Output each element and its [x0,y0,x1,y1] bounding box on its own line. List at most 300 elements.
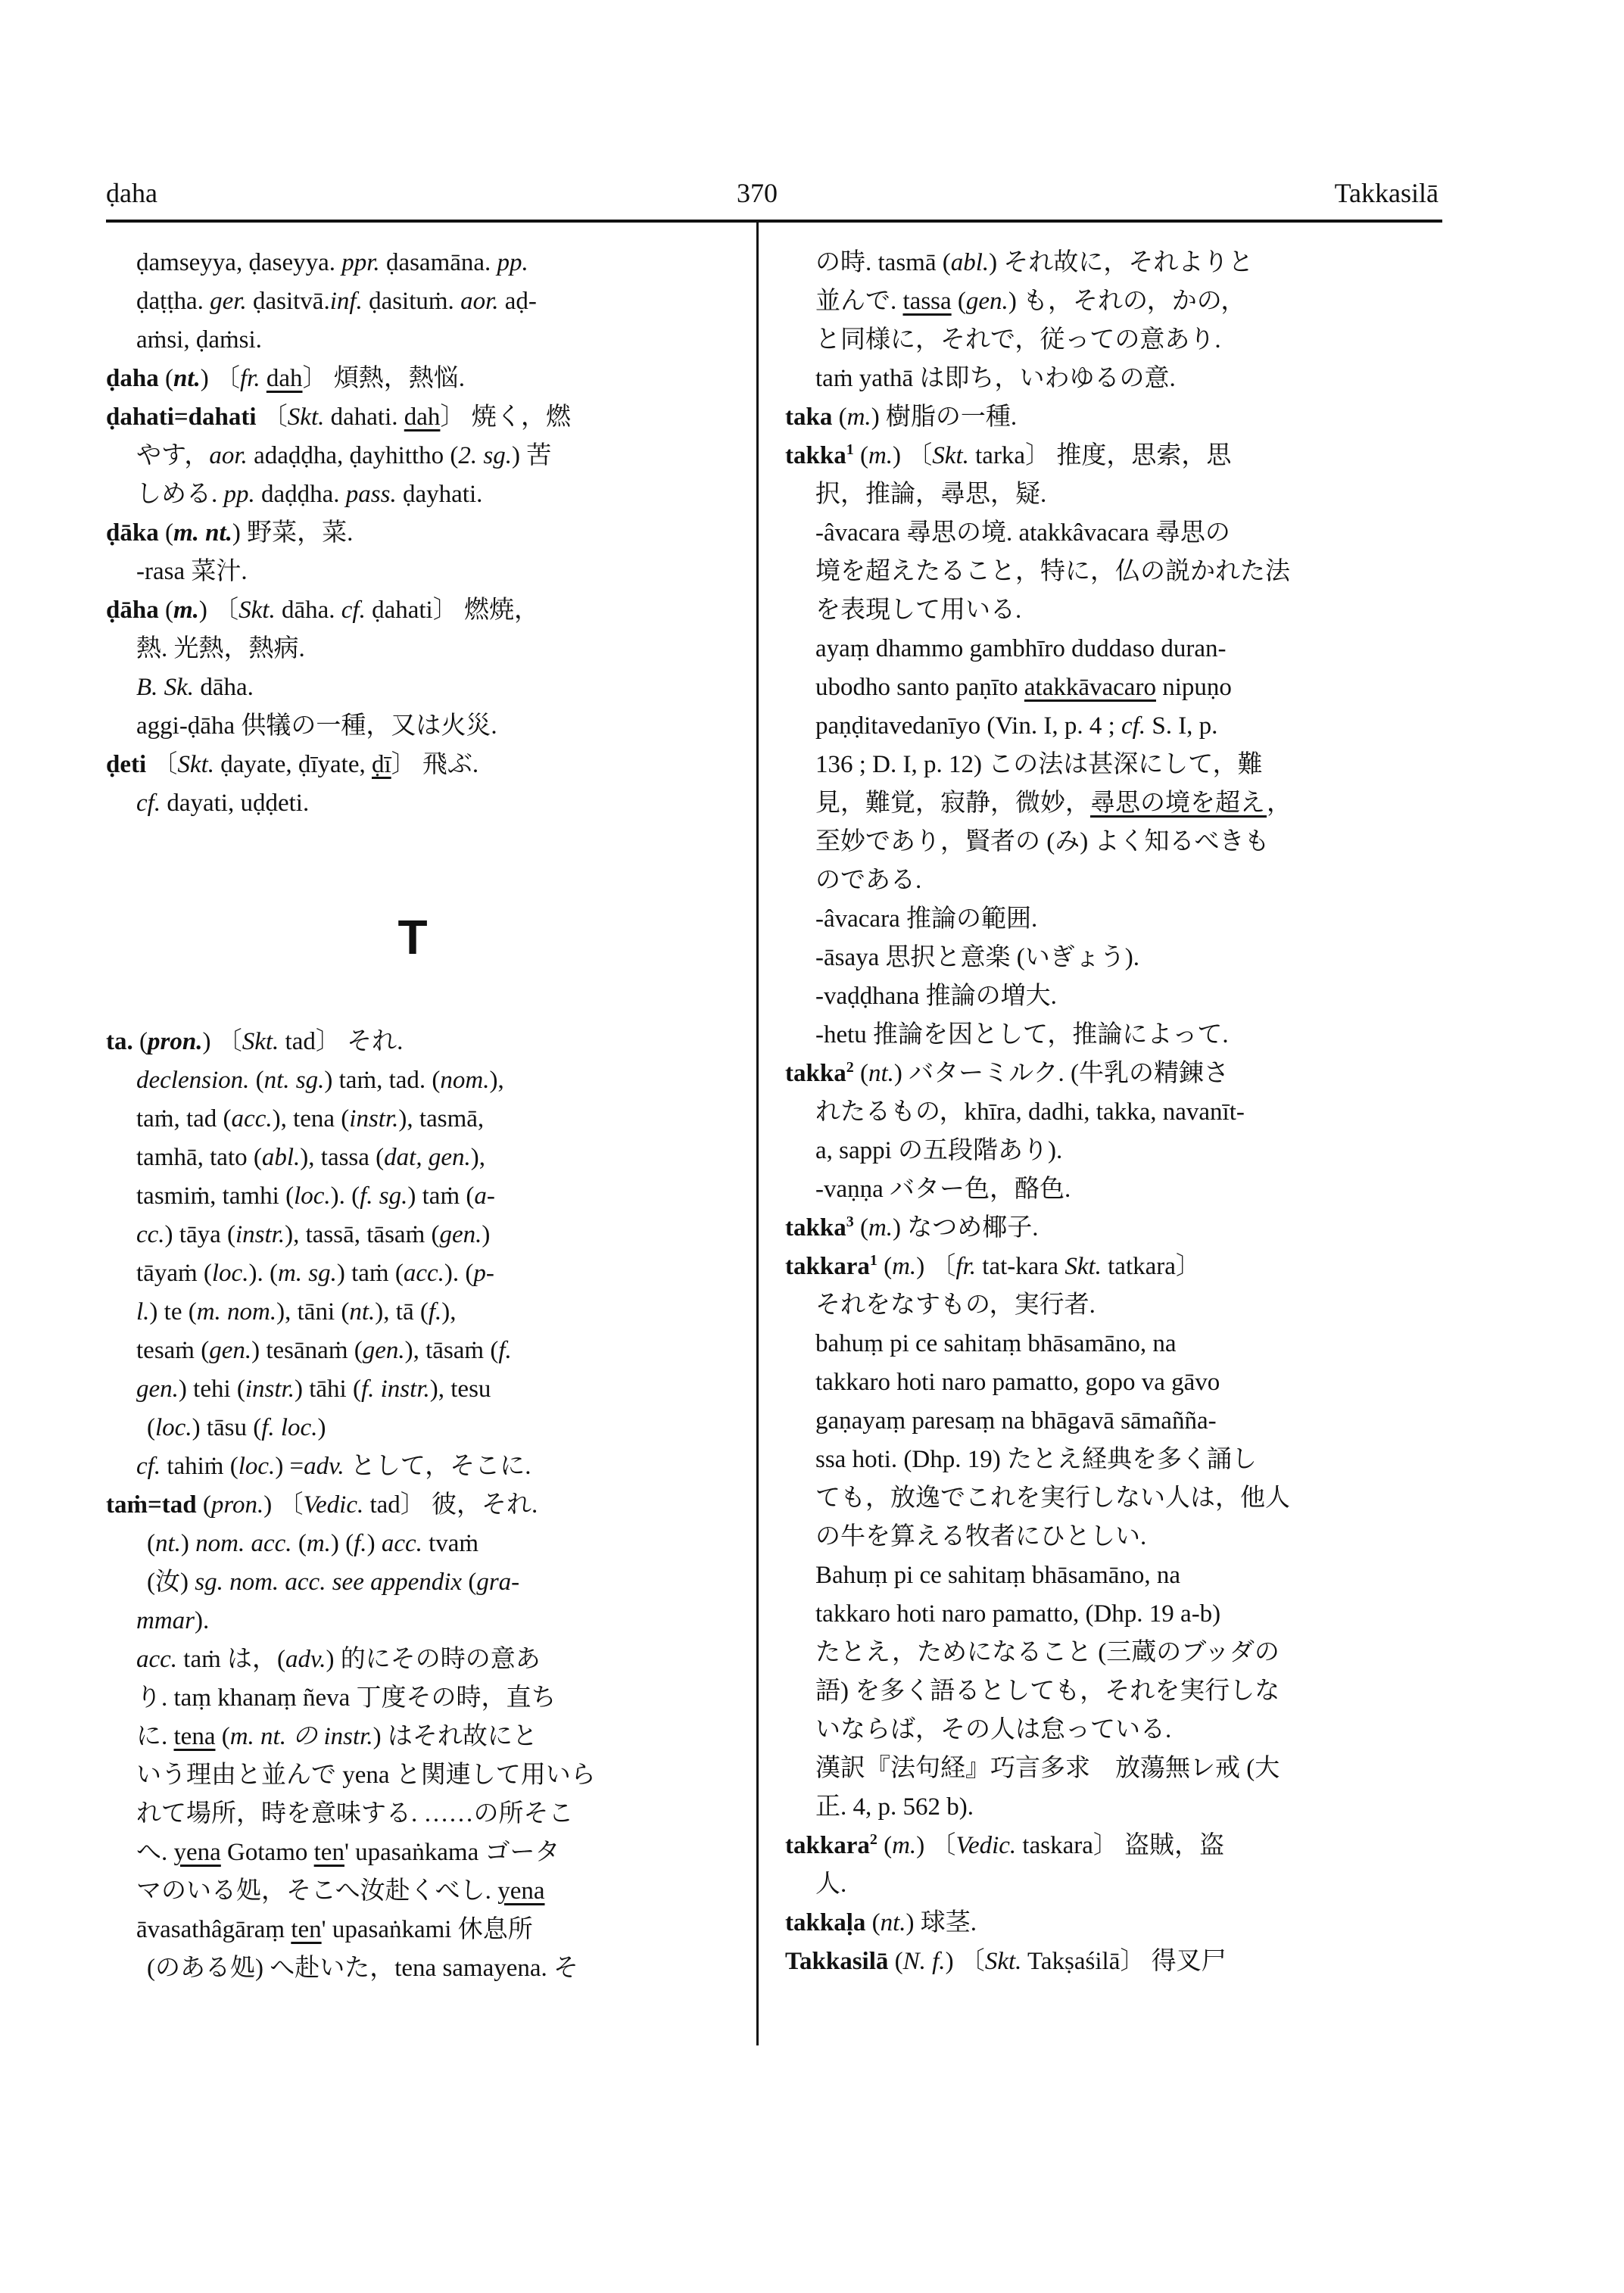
entry-text: B. Sk. [136,674,195,701]
entry-text: abl. [261,1144,301,1171]
entry-text: ) [180,1530,196,1557]
entry-text: adaḍḍha, ḍayhittho ( [247,442,459,469]
entry-text: dah [404,403,441,431]
entry-text: taskara〕 盗賊，盗 [1016,1832,1225,1859]
entry-text: ) 〔 [893,442,933,469]
homonym-number: 2 [869,1831,877,1848]
entry-text: taṁ, tad ( [136,1105,232,1132]
entry-text: tena [173,1723,216,1750]
dictionary-entry-line [106,1602,719,1640]
entry-text: ssa hoti. (Dhp. 19) たとえ経典を多く誦し [815,1446,1257,1473]
entry-text: gen. [439,1221,482,1248]
dictionary-entry-line [106,1949,719,1988]
dictionary-entry-line [785,977,1444,1016]
entry-text: gen. [362,1337,405,1364]
entry-text: ḍaṭṭha. [136,288,210,315]
dictionary-entry-line [785,1479,1444,1518]
entry-text: ) なつめ椰子. [893,1214,1039,1242]
entry-text: 人. [815,1871,847,1898]
entry-text: 語) を多く語るとしても，それを実行しな [815,1678,1280,1705]
entry-text: ( [215,1723,230,1750]
entry-text: pron. [148,1028,203,1055]
entry-text: p- [473,1260,494,1287]
entry-text: -āsaya 思択と意楽 (いぎょう). [815,944,1140,971]
entry-text: ger. [210,288,247,315]
entry-text: tassa [902,288,952,315]
entry-text: に. [136,1723,174,1750]
dictionary-entry-line [785,1518,1444,1556]
entry-text: ), tena ( [272,1105,350,1132]
entries-t-section [106,1023,719,1988]
entry-text: nom. [440,1067,490,1094]
dictionary-entry-line [106,1563,719,1602]
entry-text: Skt. [287,403,325,431]
entry-text: ) 〔 [916,1832,956,1859]
entry-text: ten [313,1839,344,1866]
entry-text: Skt. [242,1028,279,1055]
entry-text: ). [195,1607,210,1634]
dictionary-entry-line [785,321,1444,360]
entry-text: Vedic. [955,1832,1017,1859]
entry-text: いう理由と並んで yena と関連して用いら [136,1762,596,1789]
entry-text: 並んで. [815,288,903,315]
entry-text: l. [136,1298,150,1326]
entry-text: nt. [155,1530,181,1557]
dictionary-entry-line [106,1679,719,1718]
entry-text: cf. [341,597,366,624]
entry-text: 熱. 光熱，熱病. [136,635,305,662]
column-divider [756,221,759,2045]
entry-text: ) 的にその時の意あ [326,1646,541,1673]
entry-text: ( [158,597,173,624]
entry-text: gen. [965,288,1008,315]
entry-text: ( [865,1909,881,1936]
entry-text: ). ( [330,1182,360,1210]
entry-text: の時. tasmā ( [815,249,951,276]
entry-text: ) 〔 [200,365,240,392]
entry-text: ḍasitvā. [246,288,330,315]
entry-text: -âvacara 尋思の境. atakkâvacara 尋思の [815,519,1230,547]
entry-text: を表現して用いる. [815,597,1022,624]
entry-text: m. [846,403,871,431]
entry-text: adv. [304,1453,344,1480]
entry-text: tesaṁ ( [136,1337,210,1364]
entry-text: tvaṁ [422,1530,479,1557]
homonym-number: 1 [846,441,854,458]
entry-text: ), tāsaṁ ( [404,1337,499,1364]
dictionary-entry-line [106,282,719,321]
entry-text: と同様に，それで，従っての意あり. [815,326,1221,354]
entry-text: m. nt. の instr. [229,1723,373,1750]
entry-text: Gotamo [220,1839,314,1866]
entry-text: yena [497,1877,545,1905]
entry-text: aor. [209,442,248,469]
dictionary-entry-line [106,475,719,514]
dictionary-entry-line [106,1139,719,1177]
entry-text: へ. [136,1839,174,1866]
entry-text: ( [853,442,868,469]
entry-text: ( [249,1067,264,1094]
entry-text: ( [951,288,966,315]
dictionary-entry-headline [785,1827,1444,1865]
entry-text: f. [428,1298,442,1326]
entry-text: ) も，それの，かの， [1008,288,1246,315]
entry-text: sg. nom. acc. see appendix [195,1569,463,1596]
entry-text: 〕 飛ぶ. [391,751,479,778]
entry-text: ), [489,1067,504,1094]
entry-text: 尋思の境を超え [1090,790,1267,817]
dictionary-entry-headline [785,437,1444,475]
entry-text: ) 野菜，菜. [232,519,354,547]
entry-text: たとえ，ためになること (三蔵のブッダの [815,1639,1280,1666]
entry-text: tat-kara [976,1253,1065,1280]
dictionary-entry-line [106,630,719,668]
entry-text: 〕 煩熱，熱悩. [302,365,466,392]
entry-text: れて場所，時を意味する. ……の所そこ [136,1800,574,1827]
dictionary-entry-line [785,861,1444,900]
headword: takkara [785,1253,870,1280]
entry-text: 見，難覚，寂静，微妙， [815,790,1090,817]
dictionary-entry-line [785,1363,1444,1402]
entry-text: ( [158,519,173,547]
entry-text: a, sappi の五段階あり). [815,1137,1063,1164]
dictionary-entry-line [106,1756,719,1795]
dictionary-entry-line [785,746,1444,784]
dictionary-entry-line [785,1749,1444,1788]
entry-text: pp. [223,481,255,508]
entry-text: gen. [209,1337,252,1364]
entry-text: 正. 4, p. 562 b). [815,1793,974,1821]
entry-text: a- [474,1182,495,1210]
entry-text: nt. [880,1909,906,1936]
entry-text: declension. [136,1067,250,1094]
headword: takkaḷa [785,1909,866,1936]
entry-text: gaṇayaṃ paresaṃ na bhāgavā sāmañña- [815,1407,1217,1435]
dictionary-entry-headline [106,360,719,398]
entry-text: ), tasmā, [398,1105,485,1132]
entry-text: (汝) [147,1569,195,1596]
dictionary-entry-headline [785,1943,1444,1981]
entry-text: -rasa 菜汁. [136,558,248,585]
entry-text: m. sg. [277,1260,337,1287]
dictionary-entry-line [785,1441,1444,1479]
entry-text: ( [877,1253,893,1280]
page-number: 370 [737,178,778,208]
entry-text: ḍamseyya, ḍaseyya. [136,249,342,276]
dictionary-entry-line [106,707,719,746]
entry-text: ), tassā, tāsaṁ ( [285,1221,440,1248]
entry-text: nom. acc. [195,1530,292,1557]
homonym-number: 2 [846,1059,854,1076]
entry-text: f. instr. [360,1375,430,1403]
entry-text: ) = [275,1453,304,1480]
dictionary-entry-line [106,784,719,823]
dictionary-entry-headline [785,1055,1444,1093]
entries-d-section [106,244,719,823]
entry-text: ) taṁ ( [336,1260,404,1287]
entry-text: aggi-ḍāha 供犠の一種，又は火災. [136,712,497,740]
entry-text: nt. sg. [263,1067,325,1094]
entry-text: acc. [231,1105,273,1132]
entry-text: -hetu 推論を因として，推論によって. [815,1021,1229,1048]
entry-text: aor. [460,288,499,315]
entry-text: paṇḍitavedanīyo (Vin. I, p. 4 ; [815,712,1122,740]
entry-text: bahuṃ pi ce sahitaṃ bhāsamāno, na [815,1330,1177,1357]
entry-text: Skt. [177,751,214,778]
entry-text: mmar [136,1607,195,1634]
dictionary-entry-line [785,1788,1444,1827]
entry-text: taṁ は，( [177,1646,286,1673]
entry-text: ) はそれ故にと [372,1723,538,1750]
entry-text: 〔 [256,403,288,431]
dictionary-entry-line [785,360,1444,398]
entry-text: S. I, p. [1146,712,1218,740]
dictionary-entry-line [106,321,719,360]
entry-text: ) 樹脂の一種. [871,403,1018,431]
dictionary-entry-line [785,1595,1444,1634]
entry-text: nt. [349,1298,376,1326]
dictionary-entry-line [106,1795,719,1833]
entry-text: ḍasituṁ. [362,288,461,315]
entry-text: acc. [403,1260,444,1287]
headword: ḍāha [106,597,159,624]
entry-text: cc. [136,1221,165,1248]
entry-text: ) tehi ( [178,1375,245,1403]
entry-text: Takṣaśilā〕 得叉尸 [1021,1948,1227,1975]
dictionary-entry-line [106,1293,719,1332]
entry-text: loc. [211,1260,249,1287]
entry-text: m. [868,1214,893,1242]
entry-text: ( [832,403,847,431]
entry-text: atakkāvacaro [1024,674,1156,701]
entry-text: ても，放逸でこれを実行しない人は，他人 [815,1485,1290,1512]
entry-text: ) 〔 [945,1948,985,1975]
entry-text: cf. [136,790,161,817]
headword: takkara [785,1832,870,1859]
entry-text: やす， [136,442,210,469]
entry-text: Skt. [932,442,969,469]
entry-text: N. f. [902,1948,946,1975]
entry-text: ) 苦 [512,442,552,469]
entry-text: ) 〔 [198,597,239,624]
entry-text: ) te ( [149,1298,197,1326]
entry-text: ) 〔 [263,1491,304,1519]
entry-text: ḍayhati. [396,481,483,508]
entry-text: tarka〕 推度，思索，思 [968,442,1232,469]
headword: takka [785,1060,846,1087]
entry-text: ， [1266,790,1292,817]
entry-text: ) [366,1530,382,1557]
dictionary-entry-line [785,1325,1444,1363]
entry-text: ), tāni ( [276,1298,350,1326]
entry-text: ) tesānaṁ ( [251,1337,363,1364]
dictionary-entry-line [106,1177,719,1216]
entry-text: 136 ; D. I, p. 12) この法は甚深にして，難 [815,751,1263,778]
entry-text: instr. [245,1375,295,1403]
entry-text: 〔 [146,751,178,778]
entry-text: 漢訳『法句経』巧言多求 放蕩無レ戒 (大 [815,1755,1280,1782]
entry-text: ( [462,1569,477,1596]
dictionary-entry-headline [785,398,1444,437]
entry-text: tasmiṁ, tamhi ( [136,1182,295,1210]
entry-text: dāha. [194,674,254,701]
entry-text: tad〕 彼，それ. [363,1491,538,1519]
entry-text: Skt. [984,1948,1022,1975]
entry-text: m. [868,442,893,469]
entry-text: f. loc. [261,1414,318,1441]
entry-text: tāyaṁ ( [136,1260,212,1287]
entry-text: Skt. [238,597,276,624]
entry-text: loc. [294,1182,331,1210]
entry-text: ) 〔 [202,1028,242,1055]
dictionary-entry-line [106,1447,719,1486]
dictionary-entry-line [785,823,1444,861]
dictionary-entry-line [785,784,1444,823]
entry-text: ) [482,1221,491,1248]
entry-text: gra- [476,1569,520,1596]
entry-text: ( [888,1948,903,1975]
dictionary-entry-line [785,1556,1444,1595]
right-column [785,244,1444,1981]
entry-text: のである. [815,867,922,894]
dictionary-entry-headline [106,746,719,784]
entry-text: pp. [497,249,528,276]
entry-text: cf. [1121,712,1146,740]
entry-text: (のある処) へ赴いた，tena samayena. そ [147,1955,579,1982]
headword: ḍaha [106,365,159,392]
entry-text: ḍahati〕 燃焼， [365,597,539,624]
homonym-number: 3 [846,1213,854,1230]
running-head-right: Takkasilā [1334,178,1439,208]
dictionary-entry-line [106,1332,719,1370]
entry-text: fr. [240,365,260,392]
entry-text: ) taṁ, tad. ( [324,1067,441,1094]
entry-text: loc. [155,1414,192,1441]
dictionary-entry-line [785,1402,1444,1441]
entry-text: ( [291,1530,307,1557]
dictionary-entry-line [785,282,1444,321]
entry-text: ( [132,1028,148,1055]
entry-text: adv. [285,1646,326,1673]
dictionary-entry-line [106,244,719,282]
entry-text: ( [877,1832,893,1859]
entry-text: m. nom. [196,1298,277,1326]
headword: Takkasilā [785,1948,889,1975]
entry-text: f. [498,1337,512,1364]
entry-text [260,365,267,392]
entry-text: の牛を算える牧者にひとしい. [815,1523,1147,1550]
entry-text: ) バターミルク. (牛乳の精錬さ [893,1060,1229,1087]
entry-text: ḍasamāna. [379,249,497,276]
entry-text: takkaro hoti naro pamatto, gopo va gāvo [815,1369,1220,1396]
entry-text: ) tāya ( [164,1221,235,1248]
entry-text: aṁsi, ḍaṁsi. [136,326,262,354]
dictionary-entry-line [106,437,719,475]
entry-text: tad〕 それ. [279,1028,404,1055]
dictionary-entry-line [106,1640,719,1679]
entry-text: f. [354,1530,367,1557]
headword: ḍāka [106,519,159,547]
dictionary-entry-line [785,1711,1444,1749]
entry-text: taṁ yathā は即ち，いわゆるの意. [815,365,1176,392]
entry-text: abl. [950,249,990,276]
entry-text: nt. [868,1060,894,1087]
entry-text: 境を超えたること，特に，仏の説かれた法 [815,558,1290,585]
dictionary-entry-headline [106,591,719,630]
entry-text: ), tesu [429,1375,491,1403]
entry-text: いならば，その人は怠っている. [815,1716,1172,1743]
dictionary-entry-line [106,1833,719,1872]
entry-text: m. nt. [173,519,232,547]
headword: takka [785,1214,846,1242]
dictionary-entry-headline [106,1023,719,1061]
entry-text: m. [173,597,199,624]
dictionary-entry-headline [106,514,719,553]
dictionary-entry-line [785,630,1444,668]
entry-text: takkaro hoti naro pamatto, (Dhp. 19 a-b) [815,1600,1221,1628]
entry-text: 2. sg. [458,442,512,469]
entry-text: cf. [136,1453,161,1480]
entry-text: pron. [210,1491,264,1519]
dictionary-entry-line [785,1634,1444,1672]
entry-text: ), [470,1144,485,1171]
headword: taka [785,403,833,431]
dictionary-entry-line [106,1216,719,1254]
entry-text: ) tāsu ( [192,1414,262,1441]
headword: ta. [106,1028,133,1055]
dictionary-entry-line [106,1061,719,1100]
entry-text: f. sg. [360,1182,408,1210]
entry-text: instr. [349,1105,399,1132]
dictionary-entry-line [106,1100,719,1139]
dictionary-entry-line [785,475,1444,514]
dictionary-entry-line [785,1170,1444,1209]
entry-text: -âvacara 推論の範囲. [815,905,1038,933]
entry-text: ( [147,1530,155,1557]
dictionary-entry-line [106,1370,719,1409]
entry-text: yena [173,1839,221,1866]
dictionary-entry-line [785,1093,1444,1132]
dictionary-entry-line [785,939,1444,977]
running-head-left: ḍaha [106,178,157,208]
entry-text: m. [892,1832,917,1859]
dictionary-entry-line [106,1872,719,1911]
entry-text: ) [317,1414,326,1441]
entry-text: fr. [955,1253,977,1280]
entry-text: ppr. [341,249,380,276]
entry-text: Skt. [1064,1253,1102,1280]
entry-text: nt. [173,365,201,392]
entry-text: tamhā, tato ( [136,1144,262,1171]
entry-text: ( [147,1414,155,1441]
entry-text: ( [853,1214,868,1242]
entry-text: れたるもの，khīra, dadhi, takka, navanīt- [815,1098,1245,1126]
dictionary-entry-line [785,1865,1444,1904]
dictionary-entry-line [785,591,1444,630]
entry-text: ), tassa ( [300,1144,385,1171]
entry-text: として，そこに. [344,1453,531,1480]
entry-text: ' upasaṅkama ゴータ [344,1839,560,1866]
dictionary-entry-line [106,553,719,591]
dictionary-entry-line [785,1286,1444,1325]
entry-text: ) tāhi ( [295,1375,361,1403]
entry-text: 至妙であり，賢者の (み) よく知るべきも [815,828,1270,855]
entry-text: ' upasaṅkami 休息所 [321,1916,533,1943]
entry-text: それをなすもの，実行者. [815,1291,1096,1319]
entry-text: -vaṇṇa バター色，酪色. [815,1176,1071,1203]
entry-text: acc. [136,1646,178,1673]
entry-text: dat, gen. [384,1144,471,1171]
